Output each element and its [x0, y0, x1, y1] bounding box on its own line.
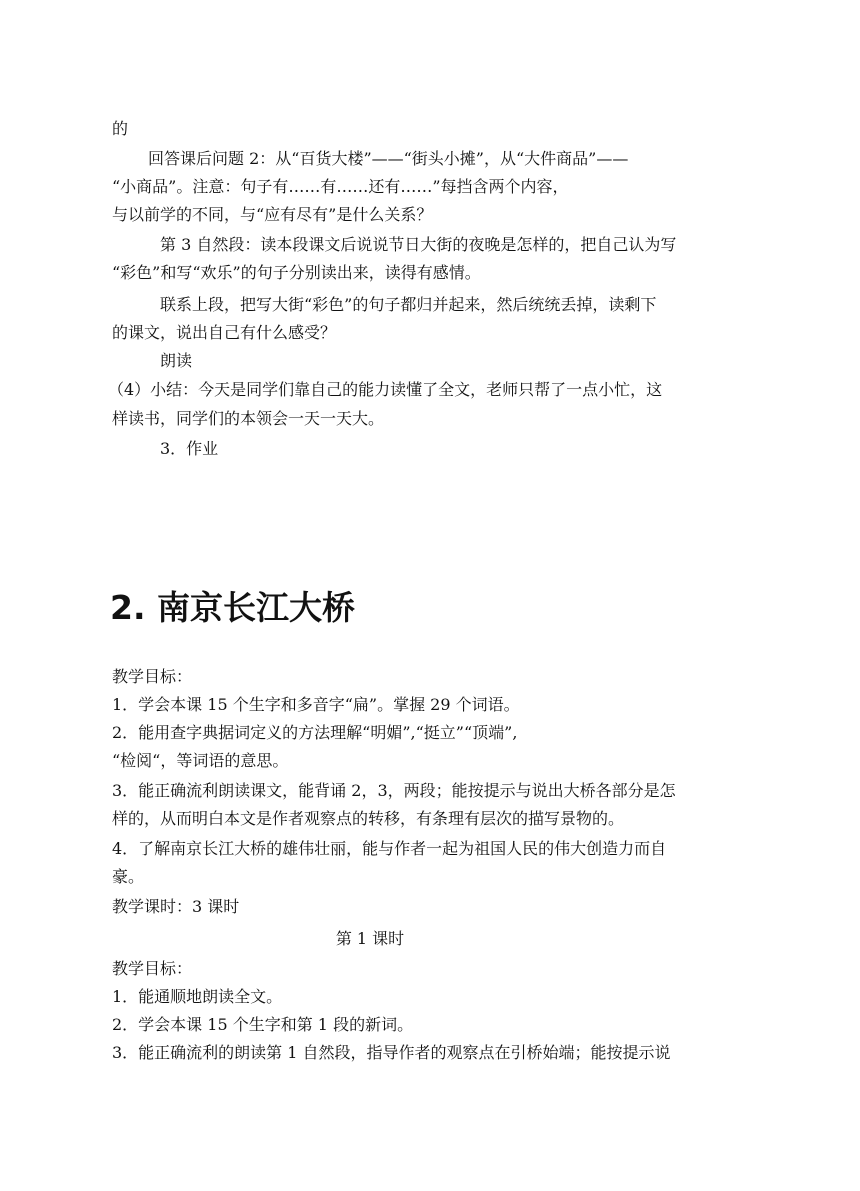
text-line: 与以前学的不同，与“应有尽有”是什么关系？ — [112, 205, 433, 224]
text-line: 样读书，同学们的本领会一天一天大。 — [112, 409, 385, 428]
lesson-period-heading: 第 1 课时 — [335, 929, 405, 948]
text-line: 3．能正确流利的朗读第 1 自然段，指导作者的观察点在引桥始端；能按提示说 — [112, 1043, 671, 1062]
text-line: 2．学会本课 15 个生字和第 1 段的新词。 — [112, 1015, 414, 1034]
text-line: 回答课后问题 2：从“百货大楼”——“街头小摊”，从“大件商品”—— — [148, 149, 629, 168]
text-line: 4．了解南京长江大桥的雄伟壮丽，能与作者一起为祖国人民的伟大创造力而自 — [112, 839, 667, 858]
text-line: 1．能通顺地朗读全文。 — [112, 987, 283, 1006]
text-line: 的 — [112, 119, 129, 138]
text-line: “检阅“，等词语的意思。 — [112, 751, 289, 770]
lesson-title: 2. 南京长江大桥 — [110, 588, 355, 627]
text-line: 联系上段，把写大街“彩色”的句子都归并起来，然后统统丢掉，读剩下 — [160, 295, 657, 314]
text-line: 3．能正确流利朗读课文，能背诵 2，3，两段；能按提示与说出大桥各部分是怎 — [112, 781, 676, 800]
text-line: 教学目标： — [112, 667, 193, 686]
text-line: 1．学会本课 15 个生字和多音字“扁”。掌握 29 个词语。 — [112, 695, 520, 714]
text-line: 的课文，说出自己有什么感受？ — [112, 323, 337, 342]
text-line: 3．作业 — [160, 439, 219, 458]
text-line: “小商品”。注意：句子有……有……还有……”每挡含两个内容， — [112, 177, 569, 196]
text-line: 豪。 — [112, 867, 145, 886]
text-line: 教学课时：3 课时 — [112, 897, 240, 916]
text-line: 2．能用查字典据词定义的方法理解“明媚”,“挺立”“顶端”, — [112, 723, 518, 742]
text-line: 第 3 自然段：读本段课文后说说节日大街的夜晚是怎样的，把自己认为写 — [160, 235, 677, 254]
text-line: 教学目标： — [112, 959, 193, 978]
text-line: （4）小结：今天是同学们靠自己的能力读懂了全文，老师只帮了一点小忙，这 — [108, 380, 663, 399]
text-line: 朗读 — [160, 351, 193, 370]
text-line: 样的，从而明白本文是作者观察点的转移，有条理有层次的描写景物的。 — [112, 809, 625, 828]
text-line: “彩色”和写“欢乐”的句子分别读出来，读得有感情。 — [112, 263, 481, 282]
